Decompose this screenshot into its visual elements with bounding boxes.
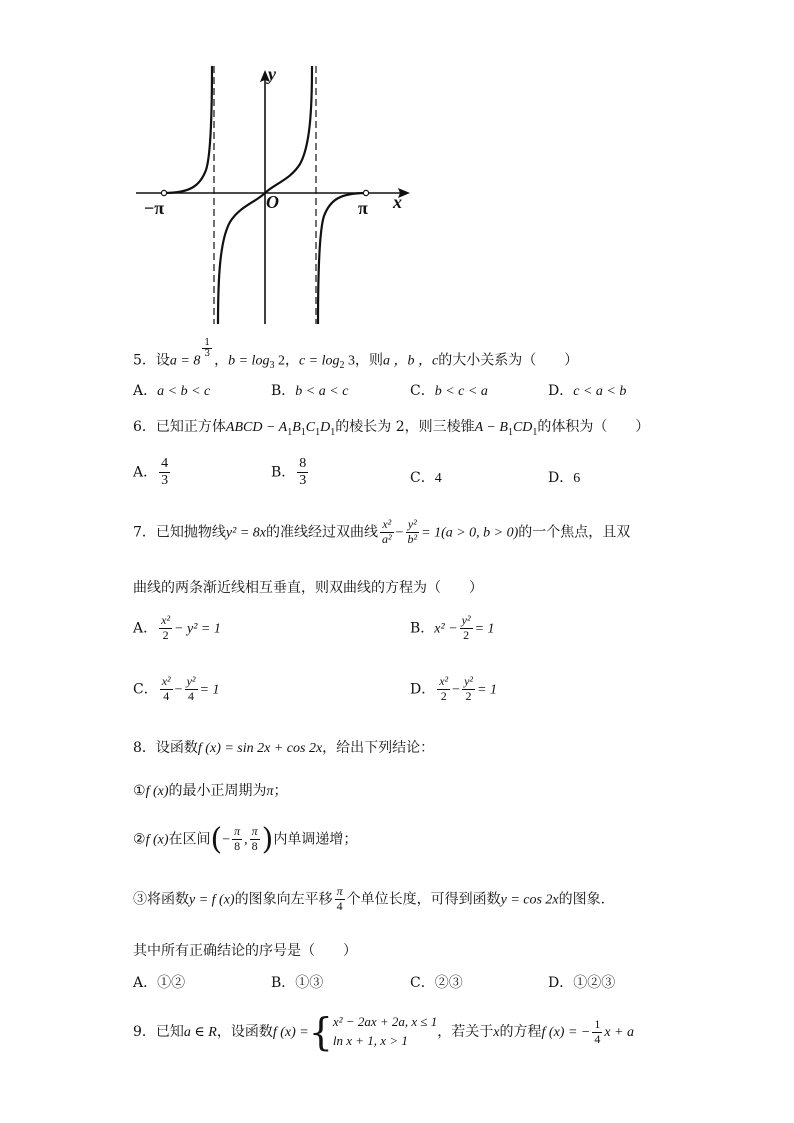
q5-option-d[interactable]: D．c < a < b: [548, 383, 627, 399]
q5-option-b[interactable]: B．b < a < c: [271, 383, 349, 399]
curve-left: [164, 66, 212, 193]
curve-middle-right: [265, 66, 312, 193]
q6-option-a[interactable]: A． $\frac{4}{3}$: [133, 456, 169, 489]
q6-option-c[interactable]: C．4: [410, 470, 442, 486]
question-8: 8．设函数f (x) = sin 2x + cos 2x，给出下列结论：: [133, 740, 435, 756]
q6-option-d[interactable]: D．6: [548, 470, 581, 486]
q7-option-a[interactable]: A． $\frac{\text{x²}}{2}$ − y² = 1: [133, 613, 221, 642]
y-axis-label: y: [268, 64, 276, 84]
origin-label: O: [266, 192, 279, 212]
question-9: 9．已知a ∈ R，设函数f (x) ={ x² − 2ax + 2a, x ≤ 1 ln x + 1, x > 1 ，若关于x的方程f (x) = − $\frac{1}{4}$ x + a: [133, 1010, 635, 1054]
tick-label-pi: π: [358, 198, 368, 218]
q8-option-a[interactable]: A．①②: [133, 975, 186, 991]
q7-option-b[interactable]: B．x² − $\frac{\text{y²}}{2}$ = 1: [410, 613, 495, 642]
q8-question: 其中所有正确结论的序号是（ ）: [133, 943, 357, 959]
question-6: 6．已知正方体ABCD − $A_1B_1C_1D_1$的棱长为 2，则三棱锥$A - B_1CD_1$的体积为（ ）: [133, 419, 650, 438]
tick-label-neg-pi: −π: [144, 198, 165, 218]
q8-statement-1: ①f (x)的最小正周期为π；: [133, 783, 288, 799]
q8-option-c[interactable]: C．②③: [410, 975, 463, 991]
curve-middle-left: [218, 193, 265, 324]
question-7-line2: 曲线的两条渐近线相互垂直，则双曲线的方程为（ ）: [133, 580, 483, 596]
q8-option-d[interactable]: D．①②③: [548, 975, 616, 991]
q5-option-a[interactable]: A．a < b < c: [133, 383, 211, 399]
q6-option-b[interactable]: B． $\frac{8}{3}$: [271, 456, 307, 489]
x-axis-label: x: [393, 192, 402, 212]
q7-option-d[interactable]: D． $\frac{\text{x²}}{2}$ − $\frac{\text{y²}}{2}$ = 1: [410, 674, 497, 703]
question-5: 5．设a = 8 $\frac{1}{3}$ ，$b = \log_3 2$，$c = \log_2 3$，则a ，b ，c的大小关系为（ ）: [133, 338, 579, 372]
q8-option-b[interactable]: B．①③: [271, 975, 324, 991]
q5-option-c[interactable]: C．b < c < a: [410, 383, 488, 399]
question-7: 7．已知抛物线y² = 8x的准线经过双曲线 $\frac{\text{x²}}{\text{a²}}$ − $\frac{\text{y²}}{\text{b²}}$ = 1(a > 0, b > 0)的一个焦点，且双: [133, 517, 631, 546]
q8-statement-3: ③将函数y = f (x)的图象向左平移 $\frac{\pi}{4}$ 个单位长度，可得到函数y = cos 2x的图象.: [133, 884, 606, 913]
q7-option-c[interactable]: C． $\frac{\text{x²}}{4}$ − $\frac{\text{y²}}{4}$ = 1: [133, 674, 220, 703]
q8-statement-2: ②f (x)在区间(− $\frac{\pi}{8}$ , $\frac{\pi}{8}$ )内单调递增；: [133, 822, 358, 857]
